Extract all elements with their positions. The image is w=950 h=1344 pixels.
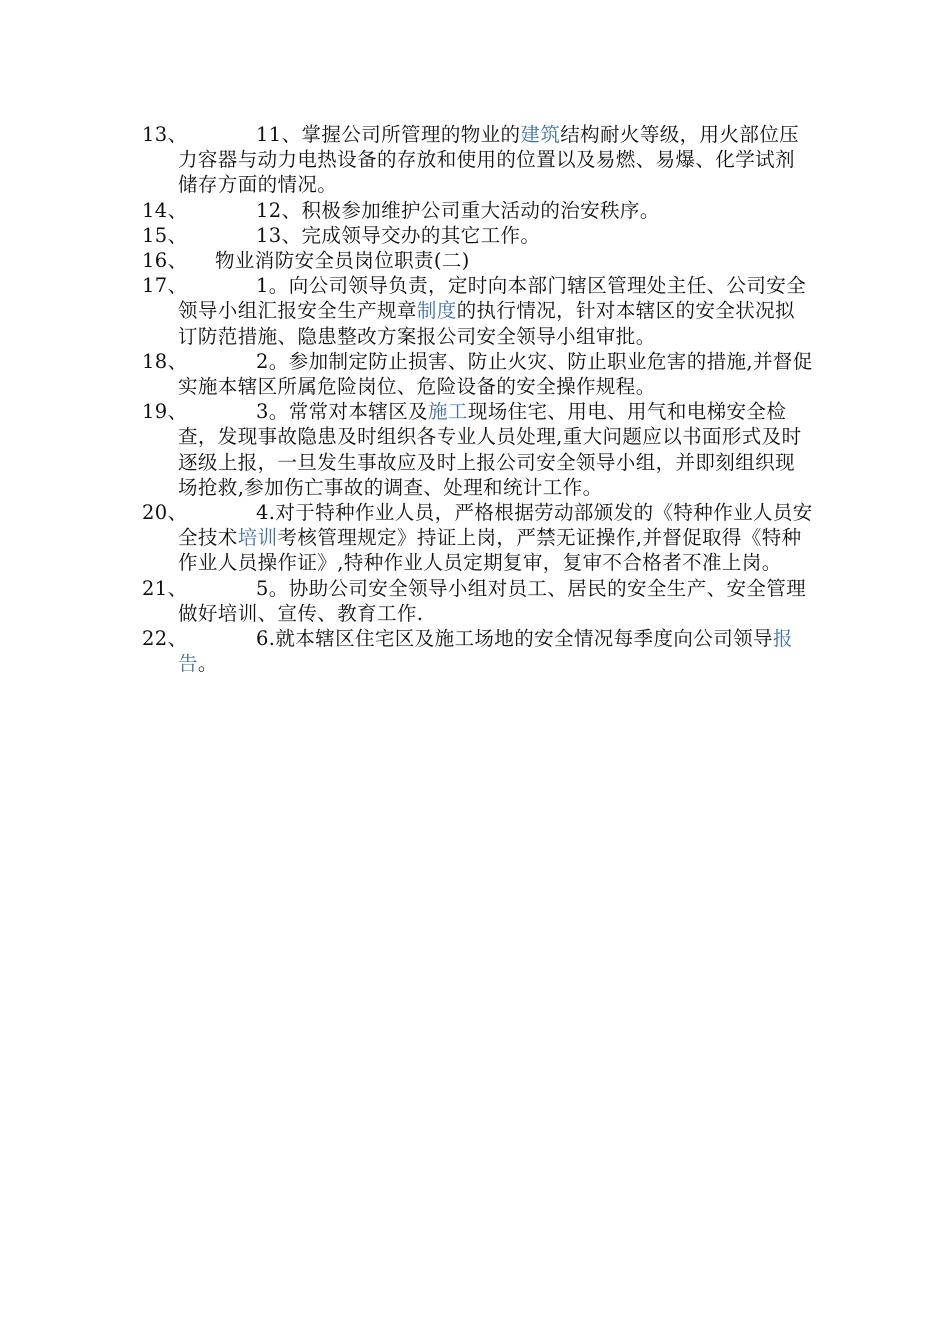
item-number: 21、 (142, 576, 188, 600)
item-text-part: 现场住宅、用电、用气和电梯安全检查，发现事故隐患及时组织各专业人员处理,重大问题应以书面形式及时逐级上报，一旦发生事故应及时上报公司安全领导小组，并即刻组织现场抢救,参加伤亡事故的调查、处理和统计工作。 (178, 400, 802, 499)
section-heading (178, 248, 814, 273)
item-number: 19、 (142, 400, 188, 424)
item-number: 18、 (142, 349, 188, 373)
item-text-part: 。 (197, 652, 218, 676)
item-text-part: 4.对于特种作业人员，严格根据劳动部颁发的《特种作业人员安全技术 (178, 501, 813, 550)
item-text (178, 273, 814, 349)
item-text (178, 198, 814, 223)
item-text-part: 12、积极参加维护公司重大活动的治安秩序。 (256, 198, 660, 222)
item-text-part: 结构耐火等级，用火部位压力容器与动力电热设备的存放和使用的位置以及易燃、易爆、化学试剂储存方面的情况。 (178, 123, 800, 197)
list-item-15 (144, 223, 814, 248)
item-text-part: 2。参加制定防止损害、防止火灾、防止职业危害的措施,并督促实施本辖区所属危险岗位、危险设备的安全操作规程。 (178, 349, 813, 399)
item-text-part: 3。常常对本辖区及 (256, 400, 429, 424)
item-text (178, 399, 814, 500)
list-item-17 (144, 273, 814, 349)
list-item-22 (144, 626, 814, 676)
list-item-21 (144, 576, 814, 626)
list-item-16 (144, 248, 814, 273)
item-text-part: 考核管理规定》持证上岗，严禁无证操作,并督促取得《特种作业人员操作证》,特种作业人员定期复审，复审不合格者不准上岗。 (178, 526, 802, 575)
document-body (144, 122, 814, 676)
item-number: 22、 (142, 627, 188, 651)
item-number: 17、 (142, 274, 188, 298)
link-baogao[interactable]: 报告 (178, 627, 793, 676)
item-text-part: 6.就本辖区住宅区及施工场地的安全情况每季度向公司领导 (256, 627, 773, 651)
item-text (178, 122, 814, 198)
item-text (178, 223, 814, 248)
list-item-18 (144, 349, 814, 399)
link-jianzhu[interactable]: 建筑 (520, 123, 561, 146)
item-text (178, 349, 814, 399)
item-number: 15、 (142, 223, 188, 247)
item-text (178, 576, 814, 626)
item-number: 20、 (142, 501, 188, 525)
item-text (178, 626, 814, 676)
item-text-part: 物业消防安全员岗位职责(二) (215, 249, 470, 273)
item-text-part: 11、掌握公司所管理的物业的 (256, 123, 521, 146)
item-text-part: 13、完成领导交办的其它工作。 (256, 223, 541, 247)
list-item-20 (144, 500, 814, 576)
item-number: 14、 (142, 198, 188, 222)
item-number: 16、 (142, 249, 188, 273)
link-zhidu[interactable]: 制度 (416, 299, 457, 323)
list-item-13 (144, 122, 814, 198)
list-item-14 (144, 198, 814, 223)
item-text-part: 的执行情况，针对本辖区的安全状况拟订防范措施、隐患整改方案报公司安全领导小组审批。 (178, 299, 795, 348)
item-text (178, 500, 814, 576)
item-text-part: 5。协助公司安全领导小组对员工、居民的安全生产、安全管理做好培训、宣传、教育工作. (178, 576, 807, 625)
item-text-part: 1。向公司领导负责，定时向本部门辖区管理处主任、公司安全领导小组汇报安全生产规章 (178, 274, 807, 323)
link-shigong[interactable]: 施工 (428, 400, 468, 424)
item-number: 13、 (142, 123, 188, 146)
link-peixun[interactable]: 培训 (237, 526, 278, 550)
list-item-19 (144, 399, 814, 500)
